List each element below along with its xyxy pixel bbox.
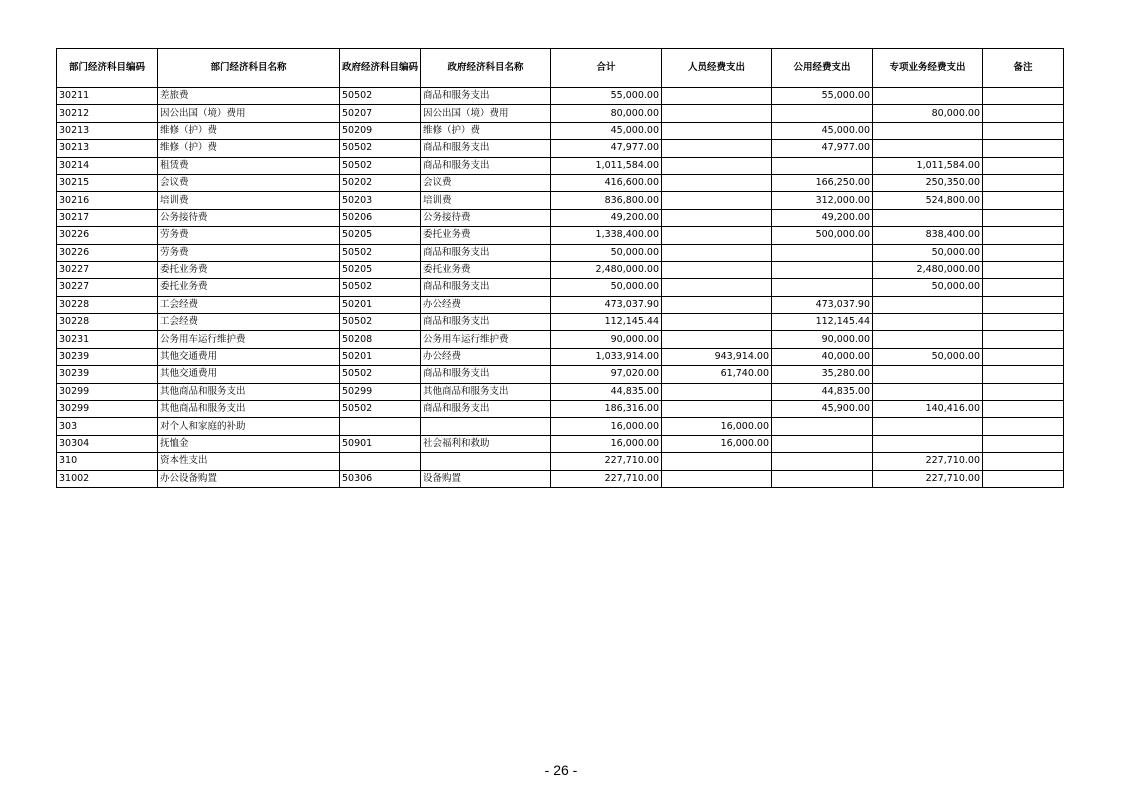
table-row [57,174,1064,191]
cell-note [983,140,1064,157]
cell-dept-code: 30227 [57,279,158,296]
cell-dept-code: 30239 [57,366,158,383]
cell-total: 1,011,584.00 [551,157,662,174]
cell-gov-code: 50502 [340,244,421,261]
cell-gov-code: 50205 [340,227,421,244]
cell-personnel [662,453,772,470]
cell-gov-code: 50901 [340,435,421,452]
cell-dept-code: 30212 [57,105,158,122]
cell-dept-name: 公务用车运行维护费 [158,331,340,348]
cell-special: 227,710.00 [873,470,983,487]
cell-gov-name: 商品和服务支出 [421,140,551,157]
cell-dept-code: 30228 [57,296,158,313]
cell-public: 35,280.00 [772,366,873,383]
cell-personnel: 943,914.00 [662,348,772,365]
cell-total: 16,000.00 [551,435,662,452]
cell-total: 97,020.00 [551,366,662,383]
cell-total: 227,710.00 [551,470,662,487]
cell-public: 49,200.00 [772,209,873,226]
cell-total: 836,800.00 [551,192,662,209]
cell-dept-code: 30217 [57,209,158,226]
table-row [57,314,1064,331]
cell-note [983,157,1064,174]
cell-personnel [662,140,772,157]
cell-special [873,314,983,331]
table-row [57,227,1064,244]
table-row [57,435,1064,452]
table-row [57,261,1064,278]
cell-total: 227,710.00 [551,453,662,470]
cell-special: 50,000.00 [873,279,983,296]
cell-gov-name: 会议费 [421,174,551,191]
cell-special: 524,800.00 [873,192,983,209]
cell-note [983,296,1064,313]
cell-gov-name: 办公经费 [421,348,551,365]
table-row [57,383,1064,400]
cell-public: 40,000.00 [772,348,873,365]
cell-gov-name: 其他商品和服务支出 [421,383,551,400]
header-dept-code: 部门经济科目编码 [57,49,158,88]
cell-special [873,296,983,313]
cell-dept-code: 30304 [57,435,158,452]
cell-special: 250,350.00 [873,174,983,191]
cell-public [772,418,873,435]
cell-total: 44,835.00 [551,383,662,400]
cell-special [873,435,983,452]
cell-dept-name: 培训费 [158,192,340,209]
table-row [57,88,1064,105]
cell-gov-code: 50502 [340,279,421,296]
cell-public [772,279,873,296]
cell-special: 838,400.00 [873,227,983,244]
header-dept-name: 部门经济科目名称 [158,49,340,88]
cell-dept-name: 对个人和家庭的补助 [158,418,340,435]
cell-personnel [662,244,772,261]
cell-total: 112,145.44 [551,314,662,331]
cell-personnel [662,227,772,244]
cell-dept-name: 劳务费 [158,227,340,244]
header-personnel: 人员经费支出 [662,49,772,88]
cell-personnel [662,105,772,122]
cell-dept-name: 工会经费 [158,314,340,331]
cell-gov-code: 50502 [340,88,421,105]
cell-public: 45,000.00 [772,122,873,139]
cell-personnel [662,209,772,226]
cell-dept-name: 差旅费 [158,88,340,105]
cell-gov-code: 50202 [340,174,421,191]
cell-dept-code: 30211 [57,88,158,105]
cell-total: 186,316.00 [551,401,662,418]
cell-dept-name: 维修（护）费 [158,140,340,157]
cell-gov-name: 委托业务费 [421,227,551,244]
table-row [57,366,1064,383]
cell-public: 312,000.00 [772,192,873,209]
cell-public: 44,835.00 [772,383,873,400]
cell-dept-name: 因公出国（境）费用 [158,105,340,122]
table-row [57,296,1064,313]
cell-gov-name: 商品和服务支出 [421,157,551,174]
cell-total: 1,033,914.00 [551,348,662,365]
cell-note [983,331,1064,348]
cell-special: 50,000.00 [873,348,983,365]
cell-dept-name: 会议费 [158,174,340,191]
cell-public: 473,037.90 [772,296,873,313]
table-row [57,209,1064,226]
cell-total: 416,600.00 [551,174,662,191]
cell-personnel [662,122,772,139]
page-number: - 26 - [544,762,578,778]
cell-note [983,192,1064,209]
cell-note [983,122,1064,139]
cell-total: 90,000.00 [551,331,662,348]
table-row [57,157,1064,174]
cell-gov-name: 公务接待费 [421,209,551,226]
cell-gov-code: 50502 [340,157,421,174]
cell-personnel: 61,740.00 [662,366,772,383]
cell-gov-code: 50207 [340,105,421,122]
cell-dept-code: 31002 [57,470,158,487]
table-row [57,192,1064,209]
cell-public [772,157,873,174]
cell-personnel [662,401,772,418]
cell-total: 1,338,400.00 [551,227,662,244]
table-body [57,88,1064,488]
cell-special [873,383,983,400]
cell-special [873,88,983,105]
cell-special [873,366,983,383]
cell-gov-name: 商品和服务支出 [421,401,551,418]
cell-dept-code: 30226 [57,227,158,244]
cell-total: 473,037.90 [551,296,662,313]
cell-dept-code: 30239 [57,348,158,365]
cell-personnel [662,470,772,487]
cell-gov-name: 公务用车运行维护费 [421,331,551,348]
cell-note [983,435,1064,452]
cell-gov-code: 50502 [340,401,421,418]
cell-gov-name: 商品和服务支出 [421,314,551,331]
cell-dept-name: 维修（护）费 [158,122,340,139]
cell-dept-name: 其他商品和服务支出 [158,401,340,418]
cell-note [983,383,1064,400]
cell-note [983,366,1064,383]
table-row [57,418,1064,435]
cell-note [983,314,1064,331]
cell-note [983,401,1064,418]
cell-total: 80,000.00 [551,105,662,122]
cell-dept-code: 30226 [57,244,158,261]
cell-personnel [662,261,772,278]
cell-special [873,122,983,139]
cell-gov-code [340,453,421,470]
table-row [57,453,1064,470]
cell-note [983,470,1064,487]
cell-gov-name [421,453,551,470]
header-note: 备注 [983,49,1064,88]
cell-total: 2,480,000.00 [551,261,662,278]
table-header-row [57,49,1064,88]
header-gov-code: 政府经济科目编码 [340,49,421,88]
cell-total: 49,200.00 [551,209,662,226]
cell-note [983,261,1064,278]
table-row [57,348,1064,365]
cell-public: 47,977.00 [772,140,873,157]
cell-personnel [662,88,772,105]
cell-personnel [662,296,772,313]
cell-note [983,418,1064,435]
cell-dept-code: 30213 [57,122,158,139]
cell-gov-code: 50502 [340,366,421,383]
cell-personnel [662,174,772,191]
cell-dept-name: 其他交通费用 [158,366,340,383]
cell-special [873,209,983,226]
cell-dept-code: 30214 [57,157,158,174]
cell-dept-code: 30299 [57,383,158,400]
cell-note [983,227,1064,244]
cell-personnel: 16,000.00 [662,435,772,452]
cell-note [983,279,1064,296]
cell-gov-code: 50502 [340,314,421,331]
cell-gov-code: 50208 [340,331,421,348]
cell-public [772,435,873,452]
cell-special: 50,000.00 [873,244,983,261]
cell-note [983,348,1064,365]
cell-dept-code: 30213 [57,140,158,157]
cell-public: 500,000.00 [772,227,873,244]
table-row [57,122,1064,139]
cell-gov-code [340,418,421,435]
cell-dept-code: 30216 [57,192,158,209]
cell-special: 227,710.00 [873,453,983,470]
header-gov-name: 政府经济科目名称 [421,49,551,88]
table-row [57,244,1064,261]
cell-total: 50,000.00 [551,244,662,261]
table-row [57,140,1064,157]
cell-gov-name: 商品和服务支出 [421,244,551,261]
cell-dept-name: 其他商品和服务支出 [158,383,340,400]
cell-personnel [662,383,772,400]
cell-note [983,88,1064,105]
cell-gov-code: 50201 [340,348,421,365]
cell-special: 2,480,000.00 [873,261,983,278]
cell-special: 1,011,584.00 [873,157,983,174]
cell-dept-name: 资本性支出 [158,453,340,470]
cell-total: 55,000.00 [551,88,662,105]
cell-gov-name: 商品和服务支出 [421,88,551,105]
cell-special [873,331,983,348]
cell-public [772,105,873,122]
cell-gov-code: 50209 [340,122,421,139]
cell-gov-code: 50502 [340,140,421,157]
cell-gov-name: 社会福利和救助 [421,435,551,452]
table-row [57,470,1064,487]
cell-total: 50,000.00 [551,279,662,296]
cell-gov-code: 50306 [340,470,421,487]
cell-gov-code: 50299 [340,383,421,400]
header-public: 公用经费支出 [772,49,873,88]
cell-dept-code: 30299 [57,401,158,418]
cell-note [983,209,1064,226]
header-special: 专项业务经费支出 [873,49,983,88]
cell-dept-code: 30231 [57,331,158,348]
cell-personnel [662,279,772,296]
cell-note [983,453,1064,470]
cell-gov-code: 50203 [340,192,421,209]
cell-personnel [662,157,772,174]
table-row [57,401,1064,418]
cell-gov-name: 设备购置 [421,470,551,487]
cell-public: 45,900.00 [772,401,873,418]
cell-special: 140,416.00 [873,401,983,418]
cell-note [983,105,1064,122]
cell-gov-name [421,418,551,435]
cell-total: 16,000.00 [551,418,662,435]
cell-public: 112,145.44 [772,314,873,331]
cell-dept-name: 租赁费 [158,157,340,174]
table-row [57,331,1064,348]
cell-public [772,453,873,470]
cell-dept-name: 劳务费 [158,244,340,261]
cell-note [983,244,1064,261]
cell-dept-name: 委托业务费 [158,261,340,278]
cell-special [873,418,983,435]
cell-note [983,174,1064,191]
cell-gov-name: 商品和服务支出 [421,279,551,296]
cell-public [772,470,873,487]
cell-personnel [662,192,772,209]
cell-dept-code: 310 [57,453,158,470]
cell-gov-name: 维修（护）费 [421,122,551,139]
cell-gov-name: 培训费 [421,192,551,209]
cell-personnel [662,331,772,348]
table-row [57,279,1064,296]
cell-dept-name: 委托业务费 [158,279,340,296]
cell-total: 45,000.00 [551,122,662,139]
cell-public [772,261,873,278]
cell-gov-code: 50205 [340,261,421,278]
cell-dept-name: 工会经费 [158,296,340,313]
budget-table [56,48,1064,488]
cell-public [772,244,873,261]
cell-special: 80,000.00 [873,105,983,122]
cell-dept-name: 公务接待费 [158,209,340,226]
cell-public: 90,000.00 [772,331,873,348]
cell-dept-code: 303 [57,418,158,435]
cell-gov-code: 50206 [340,209,421,226]
cell-dept-code: 30215 [57,174,158,191]
cell-dept-code: 30227 [57,261,158,278]
cell-personnel [662,314,772,331]
cell-gov-name: 办公经费 [421,296,551,313]
table-row [57,105,1064,122]
cell-dept-name: 办公设备购置 [158,470,340,487]
cell-dept-name: 抚恤金 [158,435,340,452]
cell-special [873,140,983,157]
cell-public: 166,250.00 [772,174,873,191]
cell-personnel: 16,000.00 [662,418,772,435]
cell-gov-name: 因公出国（境）费用 [421,105,551,122]
header-total: 合计 [551,49,662,88]
cell-public: 55,000.00 [772,88,873,105]
cell-gov-code: 50201 [340,296,421,313]
cell-total: 47,977.00 [551,140,662,157]
cell-gov-name: 委托业务费 [421,261,551,278]
cell-gov-name: 商品和服务支出 [421,366,551,383]
cell-dept-code: 30228 [57,314,158,331]
cell-dept-name: 其他交通费用 [158,348,340,365]
